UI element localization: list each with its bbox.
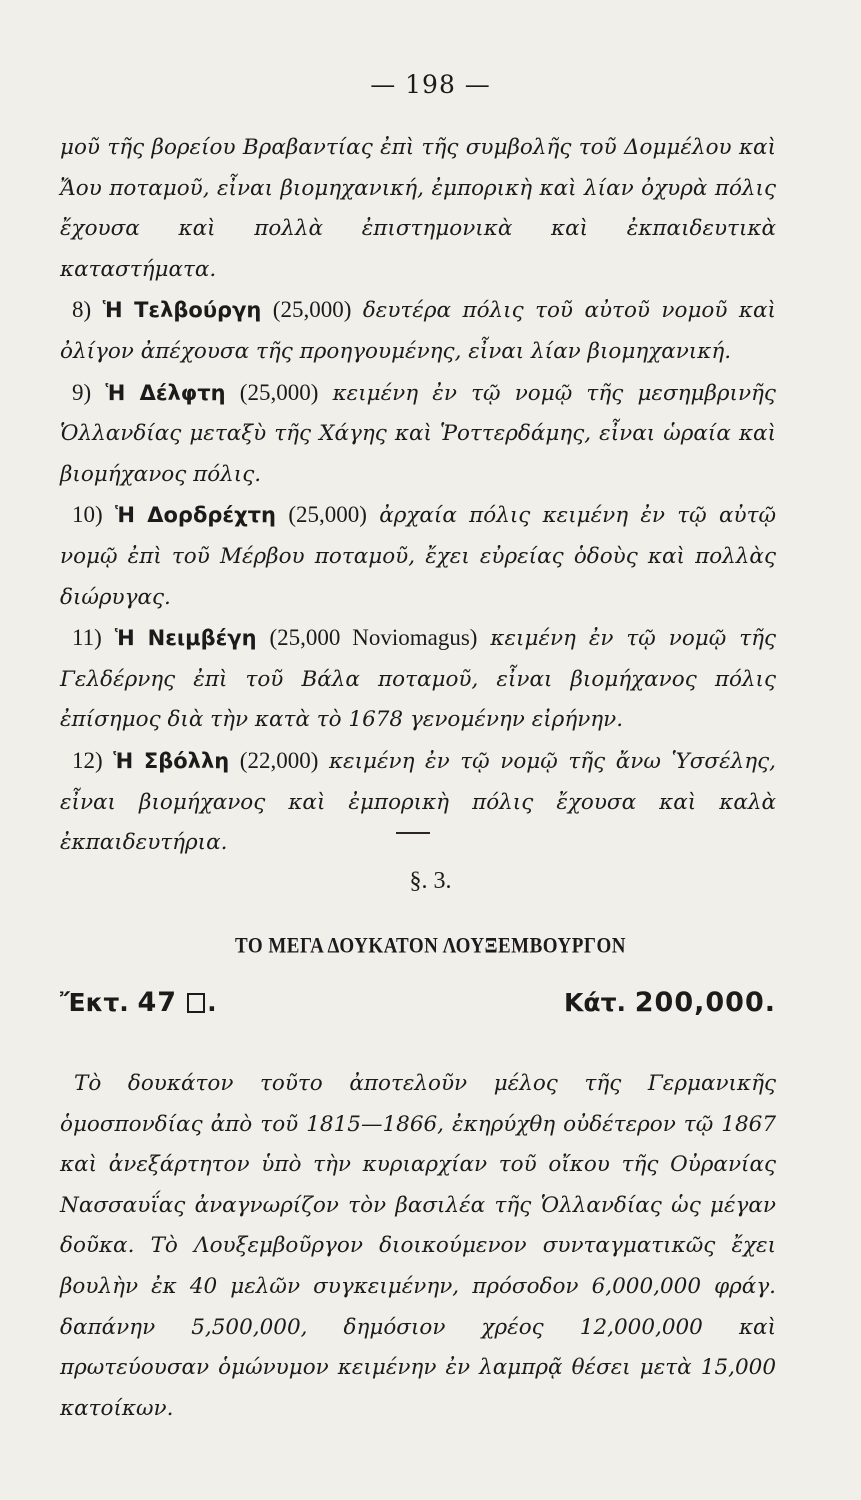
entry-12 [60,741,776,864]
entry-article: Ἡ [102,298,123,323]
entry-number: 9) [72,379,92,405]
entry-text: κειμένη ἐν τῷ νομῷ τῆς μεσημβρινῆς Ὁλλανδίας μεταξὺ τῆς Χάγης καὶ Ῥοττερδάμης, εἶναι ὡραία καὶ βιομήχανος πόλις. [60,380,776,487]
population: (22,000) [239,747,319,773]
entry-article: Ἡ [113,748,134,773]
city-name: Σβόλλη [143,748,230,773]
entry-8 [60,290,776,372]
page-number: — 198 — [370,70,491,99]
description-block [60,1064,776,1429]
intro-paragraph: μοῦ τῆς βορείου Βραβαντίας ἐπὶ τῆς συμβολῆς τοῦ Δομμέλου καὶ Ἄου ποταμοῦ, εἶναι βιομηχανική, ἐμπορικὴ καὶ λίαν ὀχυρὰ πόλις ἔχουσα καὶ πολλὰ ἐπιστημονικὰ καὶ ἐκπαιδευτικὰ καταστήματα. [60,135,776,282]
city-name: Νειμβέγη [147,626,257,651]
city-name: Δέλφτη [139,380,226,405]
entry-article: Ἡ [105,380,126,405]
section-mark: §. 3. [409,868,452,894]
population: (25,000 Noviomagus) [269,625,478,651]
entry-text: κειμένη ἐν τῷ νομῷ τῆς Γελδέρνης ἐπὶ τοῦ Βάλα ποταμοῦ, εἶναι βιομήχανος πόλις ἐπίσημος διὰ τὴν κατὰ τὸ 1678 γενομένην εἰρήνην. [60,626,777,733]
entry-10 [60,495,776,618]
entry-text: κειμένη ἐν τῷ νομῷ τῆς ἄνω Ὑσσέλης, εἶναι βιομήχανος καὶ ἐμπορικὴ πόλις ἔχουσα καὶ καλὰ ἐκπαιδευτήρια. [60,748,777,856]
city-name: Τελβούργη [134,298,262,323]
population: (25,000) [239,379,319,405]
area-value: 47 [137,987,178,1018]
entry-number: 11) [72,625,102,651]
entry-text: δευτέρα πόλις τοῦ αὐτοῦ νομοῦ καὶ ὀλίγον ἀπέχουσα τῆς προηγουμένης, εἶναι λίαν βιομηχανική. [60,298,776,364]
section-title: ΤΟ ΜΕΓΑ ΔΟΥΚΑΤΟΝ ΛΟΥΞΕΜΒΟΥΡΓΟΝ [235,934,626,959]
entry-article: Ἡ [114,626,135,651]
population: (25,000) [272,297,352,323]
section-stats [60,987,776,1018]
city-name: Δορδρέχτη [147,503,277,528]
entry-number: 8) [72,297,92,323]
population-value: 200,000. [634,987,776,1018]
entry-text: ἀρχαία πόλις κειμένη ἐν τῷ αὐτῷ νομῷ ἐπὶ τοῦ Μέρβου ποταμοῦ, ἔχει εὐρείας ὁδοὺς καὶ πολλὰς διώρυγας. [60,503,777,610]
area-label: Ἔκτ. [60,988,129,1017]
area-stat: Ἔκτ. 47 . [60,987,217,1018]
section-divider [396,832,430,834]
population-label: Κάτ. [564,988,627,1017]
population-stat [564,987,776,1018]
square-mile-icon [187,993,205,1013]
entries-block [60,128,776,864]
entry-number: 12) [72,747,103,773]
entry-11 [60,618,776,741]
description-paragraph: Τὸ δουκάτον τοῦτο ἀποτελοῦν μέλος τῆς Γερμανικῆς ὁμοσπονδίας ἀπὸ τοῦ 1815—1866, ἐκηρύχθη οὐδέτερον τῷ 1867 καὶ ἀνεξάρτητον ὑπὸ τὴν κυριαρχίαν τοῦ οἴκου τῆς Οὐρανίας Νασσαυΐας ἀναγνωρίζον τὸν βασιλέα τῆς Ὁλλανδίας ὡς μέγαν δοῦκα. Τὸ Λουξεμβοῦργον διοικούμενον συνταγματικῶς ἔχει βουλὴν ἐκ 40 μελῶν συγκειμένην, πρόσοδον 6,000,000 φράγ. δαπάνην 5,500,000, δημόσιον χρέος 12,000,000 καὶ πρωτεύουσαν ὁμώνυμον κειμένην ἐν λαμπρᾷ θέσει μετὰ 15,000 κατοίκων. [60,1071,776,1421]
population: (25,000) [288,502,367,528]
entry-number: 10) [72,502,103,528]
entry-article: Ἡ [114,503,135,528]
entry-9 [60,373,776,496]
